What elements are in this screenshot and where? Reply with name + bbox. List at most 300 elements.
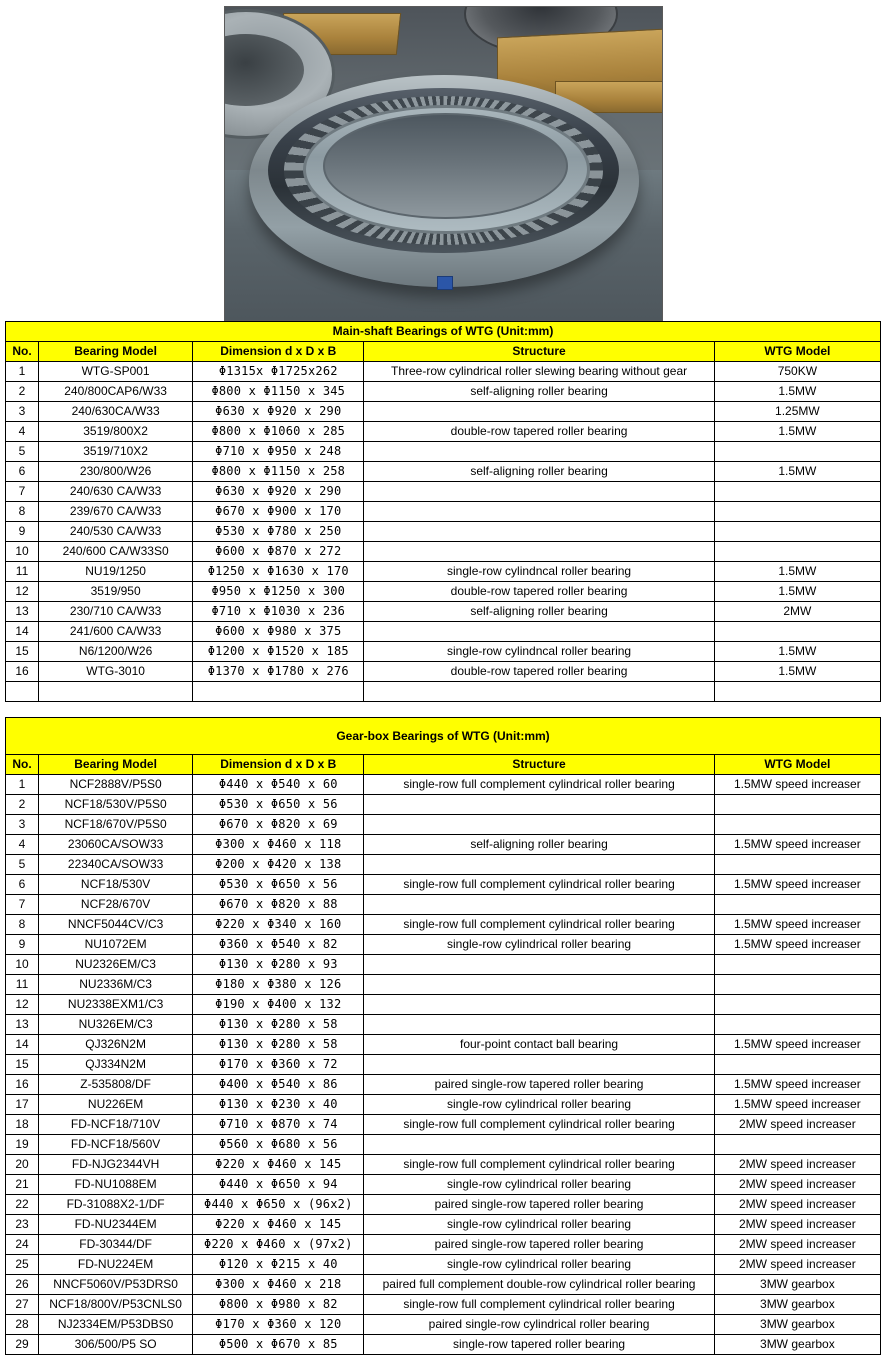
cell-wtg-model: 1.5MW bbox=[714, 382, 880, 402]
cell-bearing-model: 3519/710X2 bbox=[39, 442, 193, 462]
cell-dimension: Φ440 x Φ650 x (96x2) bbox=[193, 1195, 364, 1215]
cell-bearing-model: FD-NU2344EM bbox=[39, 1215, 193, 1235]
table-row bbox=[6, 1095, 881, 1115]
cell-structure: paired single-row tapered roller bearing bbox=[364, 1235, 714, 1255]
cell-no: 3 bbox=[6, 815, 39, 835]
cell-bearing-model: NU326EM/C3 bbox=[39, 1015, 193, 1035]
table-row bbox=[6, 402, 881, 422]
column-header-no: No. bbox=[6, 755, 39, 775]
cell-no: 12 bbox=[6, 582, 39, 602]
cell-structure bbox=[364, 975, 714, 995]
cell-no: 29 bbox=[6, 1335, 39, 1355]
table-row bbox=[6, 1115, 881, 1135]
table-row bbox=[6, 562, 881, 582]
gear-box-bearings-table bbox=[5, 717, 881, 1355]
cell-dimension: Φ530 x Φ780 x 250 bbox=[193, 522, 364, 542]
column-header-wtg-model: WTG Model bbox=[714, 342, 880, 362]
photo-main-bearing-ring bbox=[249, 75, 639, 287]
cell-no: 11 bbox=[6, 975, 39, 995]
table-row bbox=[6, 895, 881, 915]
cell-structure bbox=[364, 895, 714, 915]
cell-dimension: Φ220 x Φ460 x (97x2) bbox=[193, 1235, 364, 1255]
cell-no: 1 bbox=[6, 362, 39, 382]
table-row bbox=[6, 642, 881, 662]
table-row bbox=[6, 995, 881, 1015]
cell-structure: self-aligning roller bearing bbox=[364, 835, 714, 855]
column-header-bearing-model: Bearing Model bbox=[39, 755, 193, 775]
photo-bearing-bore bbox=[323, 113, 569, 219]
cell-structure bbox=[364, 855, 714, 875]
cell-wtg-model bbox=[714, 522, 880, 542]
table-row bbox=[6, 855, 881, 875]
cell-structure bbox=[364, 1135, 714, 1155]
table-row bbox=[6, 875, 881, 895]
cell-wtg-model bbox=[714, 995, 880, 1015]
cell-structure bbox=[364, 442, 714, 462]
cell-no: 2 bbox=[6, 795, 39, 815]
table-row bbox=[6, 1175, 881, 1195]
cell-structure: single-row cylindrical roller bearing bbox=[364, 1215, 714, 1235]
cell-dimension: Φ670 x Φ820 x 69 bbox=[193, 815, 364, 835]
cell-wtg-model bbox=[714, 815, 880, 835]
cell-bearing-model: 230/800/W26 bbox=[39, 462, 193, 482]
cell-bearing-model: NCF28/670V bbox=[39, 895, 193, 915]
gear-box-bearings-block bbox=[5, 717, 881, 1355]
cell-wtg-model: 1.5MW bbox=[714, 662, 880, 682]
table-row bbox=[6, 915, 881, 935]
cell-no: 1 bbox=[6, 775, 39, 795]
cell-dimension: Φ1250 x Φ1630 x 170 bbox=[193, 562, 364, 582]
cell-wtg-model bbox=[714, 1135, 880, 1155]
cell-no: 16 bbox=[6, 662, 39, 682]
cell-bearing-model: FD-NJG2344VH bbox=[39, 1155, 193, 1175]
cell-no: 2 bbox=[6, 382, 39, 402]
cell-structure: single-row full complement cylindrical roller bearing bbox=[364, 775, 714, 795]
cell-dimension: Φ800 x Φ980 x 82 bbox=[193, 1295, 364, 1315]
cell-bearing-model: 240/630 CA/W33 bbox=[39, 482, 193, 502]
cell-structure bbox=[364, 815, 714, 835]
cell-dimension: Φ530 x Φ650 x 56 bbox=[193, 795, 364, 815]
cell-bearing-model: FD-NCF18/710V bbox=[39, 1115, 193, 1135]
cell-no: 20 bbox=[6, 1155, 39, 1175]
column-header-wtg-model: WTG Model bbox=[714, 755, 880, 775]
cell-no: 21 bbox=[6, 1175, 39, 1195]
cell-wtg-model: 2MW speed increaser bbox=[714, 1215, 880, 1235]
cell-bearing-model: FD-30344/DF bbox=[39, 1235, 193, 1255]
cell-structure bbox=[364, 1055, 714, 1075]
cell-wtg-model: 2MW speed increaser bbox=[714, 1235, 880, 1255]
cell-wtg-model: 2MW speed increaser bbox=[714, 1255, 880, 1275]
cell-wtg-model: 1.5MW speed increaser bbox=[714, 935, 880, 955]
cell-wtg-model bbox=[714, 1015, 880, 1035]
table-row bbox=[6, 1215, 881, 1235]
table-row bbox=[6, 462, 881, 482]
cell-wtg-model: 2MW speed increaser bbox=[714, 1175, 880, 1195]
cell-no: 14 bbox=[6, 1035, 39, 1055]
cell-wtg-model: 1.5MW speed increaser bbox=[714, 915, 880, 935]
cell-dimension: Φ1370 x Φ1780 x 276 bbox=[193, 662, 364, 682]
cell-structure: paired full complement double-row cylindrical roller bearing bbox=[364, 1275, 714, 1295]
cell-bearing-model: 240/530 CA/W33 bbox=[39, 522, 193, 542]
cell-structure: single-row cylindrical roller bearing bbox=[364, 935, 714, 955]
main-shaft-table-header-row bbox=[6, 342, 881, 362]
table-row bbox=[6, 1135, 881, 1155]
cell-no: 8 bbox=[6, 915, 39, 935]
cell-dimension: Φ180 x Φ380 x 126 bbox=[193, 975, 364, 995]
cell-structure: single-row cylindrical roller bearing bbox=[364, 1095, 714, 1115]
cell-structure: self-aligning roller bearing bbox=[364, 462, 714, 482]
cell-wtg-model: 2MW speed increaser bbox=[714, 1155, 880, 1175]
cell-structure: single-row full complement cylindrical roller bearing bbox=[364, 915, 714, 935]
cell-no: 12 bbox=[6, 995, 39, 1015]
cell-bearing-model: WTG-3010 bbox=[39, 662, 193, 682]
cell-structure bbox=[364, 622, 714, 642]
cell-no: 8 bbox=[6, 502, 39, 522]
cell-no: 9 bbox=[6, 522, 39, 542]
cell-wtg-model: 1.5MW speed increaser bbox=[714, 875, 880, 895]
cell-dimension: Φ710 x Φ870 x 74 bbox=[193, 1115, 364, 1135]
cell-wtg-model: 1.5MW bbox=[714, 562, 880, 582]
table-row bbox=[6, 1055, 881, 1075]
cell-wtg-model bbox=[714, 502, 880, 522]
cell-no: 24 bbox=[6, 1235, 39, 1255]
cell-no: 13 bbox=[6, 1015, 39, 1035]
cell-wtg-model bbox=[714, 855, 880, 875]
table-row bbox=[6, 362, 881, 382]
cell-structure bbox=[364, 1015, 714, 1035]
cell-dimension: Φ220 x Φ460 x 145 bbox=[193, 1215, 364, 1235]
cell-wtg-model bbox=[714, 482, 880, 502]
cell-dimension: Φ120 x Φ215 x 40 bbox=[193, 1255, 364, 1275]
cell-no: 13 bbox=[6, 602, 39, 622]
cell-bearing-model: QJ326N2M bbox=[39, 1035, 193, 1055]
cell-structure: single-row tapered roller bearing bbox=[364, 1335, 714, 1355]
table-row bbox=[6, 1295, 881, 1315]
table-row bbox=[6, 422, 881, 442]
cell-dimension: Φ170 x Φ360 x 120 bbox=[193, 1315, 364, 1335]
cell-no: 17 bbox=[6, 1095, 39, 1115]
empty-cell bbox=[193, 682, 364, 702]
table-row bbox=[6, 662, 881, 682]
cell-dimension: Φ800 x Φ1150 x 345 bbox=[193, 382, 364, 402]
cell-bearing-model: NU2336M/C3 bbox=[39, 975, 193, 995]
cell-no: 10 bbox=[6, 955, 39, 975]
column-header-structure: Structure bbox=[364, 755, 714, 775]
cell-dimension: Φ630 x Φ920 x 290 bbox=[193, 482, 364, 502]
cell-bearing-model: NU226EM bbox=[39, 1095, 193, 1115]
cell-wtg-model: 1.5MW bbox=[714, 422, 880, 442]
cell-no: 28 bbox=[6, 1315, 39, 1335]
cell-structure: single-row full complement cylindrical roller bearing bbox=[364, 1155, 714, 1175]
cell-structure: self-aligning roller bearing bbox=[364, 382, 714, 402]
cell-wtg-model bbox=[714, 542, 880, 562]
cell-structure: single-row full complement cylindrical roller bearing bbox=[364, 1295, 714, 1315]
cell-dimension: Φ130 x Φ280 x 58 bbox=[193, 1015, 364, 1035]
cell-dimension: Φ950 x Φ1250 x 300 bbox=[193, 582, 364, 602]
photo-blue-marker bbox=[437, 276, 453, 290]
table-row bbox=[6, 935, 881, 955]
cell-bearing-model: FD-NCF18/560V bbox=[39, 1135, 193, 1155]
cell-dimension: Φ1200 x Φ1520 x 185 bbox=[193, 642, 364, 662]
cell-bearing-model: 23060CA/SOW33 bbox=[39, 835, 193, 855]
cell-wtg-model: 2MW speed increaser bbox=[714, 1195, 880, 1215]
cell-bearing-model: 239/670 CA/W33 bbox=[39, 502, 193, 522]
cell-no: 26 bbox=[6, 1275, 39, 1295]
table-row bbox=[6, 1035, 881, 1055]
table-row bbox=[6, 835, 881, 855]
cell-no: 6 bbox=[6, 875, 39, 895]
cell-no: 19 bbox=[6, 1135, 39, 1155]
cell-no: 3 bbox=[6, 402, 39, 422]
cell-structure: single-row cylindncal roller bearing bbox=[364, 562, 714, 582]
cell-dimension: Φ300 x Φ460 x 118 bbox=[193, 835, 364, 855]
table-row bbox=[6, 975, 881, 995]
cell-no: 22 bbox=[6, 1195, 39, 1215]
cell-wtg-model: 1.5MW bbox=[714, 462, 880, 482]
cell-bearing-model: 241/600 CA/W33 bbox=[39, 622, 193, 642]
cell-wtg-model: 1.25MW bbox=[714, 402, 880, 422]
cell-no: 15 bbox=[6, 642, 39, 662]
cell-dimension: Φ600 x Φ980 x 375 bbox=[193, 622, 364, 642]
cell-structure: double-row tapered roller bearing bbox=[364, 582, 714, 602]
cell-structure: single-row cylindncal roller bearing bbox=[364, 642, 714, 662]
table-row bbox=[6, 622, 881, 642]
cell-bearing-model: 22340CA/SOW33 bbox=[39, 855, 193, 875]
table-row bbox=[6, 955, 881, 975]
cell-wtg-model: 3MW gearbox bbox=[714, 1335, 880, 1355]
table-row bbox=[6, 775, 881, 795]
gear-box-table-header-row bbox=[6, 755, 881, 775]
cell-wtg-model bbox=[714, 1055, 880, 1075]
table-row bbox=[6, 682, 881, 702]
cell-dimension: Φ220 x Φ340 x 160 bbox=[193, 915, 364, 935]
empty-cell bbox=[39, 682, 193, 702]
cell-dimension: Φ630 x Φ920 x 290 bbox=[193, 402, 364, 422]
cell-wtg-model: 1.5MW speed increaser bbox=[714, 775, 880, 795]
cell-no: 27 bbox=[6, 1295, 39, 1315]
cell-bearing-model: FD-NU224EM bbox=[39, 1255, 193, 1275]
table-row bbox=[6, 582, 881, 602]
cell-no: 23 bbox=[6, 1215, 39, 1235]
cell-bearing-model: NCF18/800V/P53CNLS0 bbox=[39, 1295, 193, 1315]
cell-structure bbox=[364, 542, 714, 562]
cell-bearing-model: 306/500/P5 SO bbox=[39, 1335, 193, 1355]
table-row bbox=[6, 442, 881, 462]
table-row bbox=[6, 502, 881, 522]
cell-structure: single-row cylindrical roller bearing bbox=[364, 1255, 714, 1275]
table-row bbox=[6, 1235, 881, 1255]
cell-no: 10 bbox=[6, 542, 39, 562]
cell-bearing-model: N6/1200/W26 bbox=[39, 642, 193, 662]
cell-bearing-model: NCF18/530V bbox=[39, 875, 193, 895]
cell-wtg-model: 2MW speed increaser bbox=[714, 1115, 880, 1135]
table-row bbox=[6, 1315, 881, 1335]
cell-structure bbox=[364, 402, 714, 422]
cell-no: 11 bbox=[6, 562, 39, 582]
table-row bbox=[6, 602, 881, 622]
cell-dimension: Φ440 x Φ540 x 60 bbox=[193, 775, 364, 795]
table-gap bbox=[0, 702, 886, 717]
cell-bearing-model: NJ2334EM/P53DBS0 bbox=[39, 1315, 193, 1335]
cell-no: 16 bbox=[6, 1075, 39, 1095]
gear-box-table-body bbox=[6, 718, 881, 1355]
column-header-dimension: Dimension d x D x B bbox=[193, 342, 364, 362]
cell-structure: double-row tapered roller bearing bbox=[364, 662, 714, 682]
cell-dimension: Φ440 x Φ650 x 94 bbox=[193, 1175, 364, 1195]
cell-no: 5 bbox=[6, 442, 39, 462]
cell-dimension: Φ190 x Φ400 x 132 bbox=[193, 995, 364, 1015]
cell-dimension: Φ600 x Φ870 x 272 bbox=[193, 542, 364, 562]
cell-structure: self-aligning roller bearing bbox=[364, 602, 714, 622]
cell-no: 5 bbox=[6, 855, 39, 875]
cell-bearing-model: NNCF5044CV/C3 bbox=[39, 915, 193, 935]
photo-section bbox=[0, 0, 886, 321]
cell-bearing-model: 240/800CAP6/W33 bbox=[39, 382, 193, 402]
cell-structure: double-row tapered roller bearing bbox=[364, 422, 714, 442]
cell-bearing-model: NU2338EXM1/C3 bbox=[39, 995, 193, 1015]
cell-bearing-model: NCF2888V/P5S0 bbox=[39, 775, 193, 795]
cell-bearing-model: 3519/800X2 bbox=[39, 422, 193, 442]
cell-structure bbox=[364, 955, 714, 975]
cell-no: 25 bbox=[6, 1255, 39, 1275]
cell-no: 15 bbox=[6, 1055, 39, 1075]
cell-structure: four-point contact ball bearing bbox=[364, 1035, 714, 1055]
cell-wtg-model bbox=[714, 975, 880, 995]
column-header-dimension: Dimension d x D x B bbox=[193, 755, 364, 775]
cell-dimension: Φ670 x Φ900 x 170 bbox=[193, 502, 364, 522]
cell-wtg-model bbox=[714, 895, 880, 915]
cell-no: 14 bbox=[6, 622, 39, 642]
table-row bbox=[6, 482, 881, 502]
cell-wtg-model: 750KW bbox=[714, 362, 880, 382]
cell-structure bbox=[364, 522, 714, 542]
cell-wtg-model: 1.5MW bbox=[714, 582, 880, 602]
cell-dimension: Φ200 x Φ420 x 138 bbox=[193, 855, 364, 875]
cell-no: 4 bbox=[6, 835, 39, 855]
cell-bearing-model: Z-535808/DF bbox=[39, 1075, 193, 1095]
table-row bbox=[6, 815, 881, 835]
column-header-structure: Structure bbox=[364, 342, 714, 362]
main-shaft-table-body bbox=[6, 322, 881, 702]
cell-wtg-model: 1.5MW speed increaser bbox=[714, 835, 880, 855]
main-shaft-bearings-table bbox=[5, 321, 881, 702]
cell-wtg-model: 1.5MW speed increaser bbox=[714, 1075, 880, 1095]
cell-bearing-model: NU1072EM bbox=[39, 935, 193, 955]
cell-structure: single-row full complement cylindrical roller bearing bbox=[364, 875, 714, 895]
cell-bearing-model: QJ334N2M bbox=[39, 1055, 193, 1075]
cell-dimension: Φ670 x Φ820 x 88 bbox=[193, 895, 364, 915]
cell-no: 9 bbox=[6, 935, 39, 955]
empty-cell bbox=[364, 682, 714, 702]
cell-no: 18 bbox=[6, 1115, 39, 1135]
main-shaft-bearings-block bbox=[5, 321, 881, 702]
cell-structure bbox=[364, 995, 714, 1015]
cell-structure: paired single-row tapered roller bearing bbox=[364, 1195, 714, 1215]
cell-bearing-model: NU2326EM/C3 bbox=[39, 955, 193, 975]
table-row bbox=[6, 1155, 881, 1175]
main-shaft-table-title: Main-shaft Bearings of WTG (Unit:mm) bbox=[6, 322, 881, 342]
cell-bearing-model: NNCF5060V/P53DRS0 bbox=[39, 1275, 193, 1295]
cell-no: 6 bbox=[6, 462, 39, 482]
empty-cell bbox=[714, 682, 880, 702]
cell-bearing-model: NCF18/670V/P5S0 bbox=[39, 815, 193, 835]
table-row bbox=[6, 522, 881, 542]
cell-wtg-model: 1.5MW speed increaser bbox=[714, 1095, 880, 1115]
cell-no: 7 bbox=[6, 895, 39, 915]
cell-dimension: Φ560 x Φ680 x 56 bbox=[193, 1135, 364, 1155]
table-row bbox=[6, 382, 881, 402]
cell-dimension: Φ530 x Φ650 x 56 bbox=[193, 875, 364, 895]
cell-bearing-model: WTG-SP001 bbox=[39, 362, 193, 382]
cell-structure: Three-row cylindrical roller slewing bearing without gear bbox=[364, 362, 714, 382]
cell-wtg-model: 3MW gearbox bbox=[714, 1295, 880, 1315]
cell-wtg-model: 1.5MW speed increaser bbox=[714, 1035, 880, 1055]
cell-dimension: Φ800 x Φ1150 x 258 bbox=[193, 462, 364, 482]
table-row bbox=[6, 1275, 881, 1295]
cell-dimension: Φ710 x Φ950 x 248 bbox=[193, 442, 364, 462]
cell-dimension: Φ1315x Φ1725x262 bbox=[193, 362, 364, 382]
cell-bearing-model: FD-NU1088EM bbox=[39, 1175, 193, 1195]
cell-wtg-model bbox=[714, 955, 880, 975]
cell-wtg-model bbox=[714, 622, 880, 642]
cell-no: 7 bbox=[6, 482, 39, 502]
cell-dimension: Φ500 x Φ670 x 85 bbox=[193, 1335, 364, 1355]
table-row bbox=[6, 1075, 881, 1095]
cell-dimension: Φ710 x Φ1030 x 236 bbox=[193, 602, 364, 622]
cell-bearing-model: FD-31088X2-1/DF bbox=[39, 1195, 193, 1215]
table-row bbox=[6, 542, 881, 562]
table-row bbox=[6, 1195, 881, 1215]
cell-structure: paired single-row tapered roller bearing bbox=[364, 1075, 714, 1095]
cell-bearing-model: 240/600 CA/W33S0 bbox=[39, 542, 193, 562]
cell-dimension: Φ360 x Φ540 x 82 bbox=[193, 935, 364, 955]
cell-wtg-model bbox=[714, 795, 880, 815]
table-row bbox=[6, 1255, 881, 1275]
gear-box-table-title: Gear-box Bearings of WTG (Unit:mm) bbox=[6, 718, 881, 755]
wind-turbine-slewing-bearing-photo bbox=[224, 6, 663, 321]
column-header-no: No. bbox=[6, 342, 39, 362]
cell-structure: paired single-row cylindrical roller bearing bbox=[364, 1315, 714, 1335]
cell-structure bbox=[364, 795, 714, 815]
gear-box-table-title-row bbox=[6, 718, 881, 755]
cell-bearing-model: 230/710 CA/W33 bbox=[39, 602, 193, 622]
table-row bbox=[6, 795, 881, 815]
cell-wtg-model: 3MW gearbox bbox=[714, 1315, 880, 1335]
cell-dimension: Φ170 x Φ360 x 72 bbox=[193, 1055, 364, 1075]
cell-dimension: Φ130 x Φ280 x 58 bbox=[193, 1035, 364, 1055]
cell-wtg-model: 1.5MW bbox=[714, 642, 880, 662]
cell-dimension: Φ400 x Φ540 x 86 bbox=[193, 1075, 364, 1095]
cell-bearing-model: 240/630CA/W33 bbox=[39, 402, 193, 422]
cell-wtg-model bbox=[714, 442, 880, 462]
column-header-bearing-model: Bearing Model bbox=[39, 342, 193, 362]
cell-dimension: Φ800 x Φ1060 x 285 bbox=[193, 422, 364, 442]
cell-dimension: Φ130 x Φ280 x 93 bbox=[193, 955, 364, 975]
table-row bbox=[6, 1335, 881, 1355]
cell-dimension: Φ220 x Φ460 x 145 bbox=[193, 1155, 364, 1175]
cell-dimension: Φ300 x Φ460 x 218 bbox=[193, 1275, 364, 1295]
cell-wtg-model: 2MW bbox=[714, 602, 880, 622]
cell-structure bbox=[364, 482, 714, 502]
cell-bearing-model: NCF18/530V/P5S0 bbox=[39, 795, 193, 815]
empty-cell bbox=[6, 682, 39, 702]
table-row bbox=[6, 1015, 881, 1035]
cell-dimension: Φ130 x Φ230 x 40 bbox=[193, 1095, 364, 1115]
main-shaft-table-title-row bbox=[6, 322, 881, 342]
cell-bearing-model: NU19/1250 bbox=[39, 562, 193, 582]
cell-structure bbox=[364, 502, 714, 522]
cell-structure: single-row full complement cylindrical roller bearing bbox=[364, 1115, 714, 1135]
